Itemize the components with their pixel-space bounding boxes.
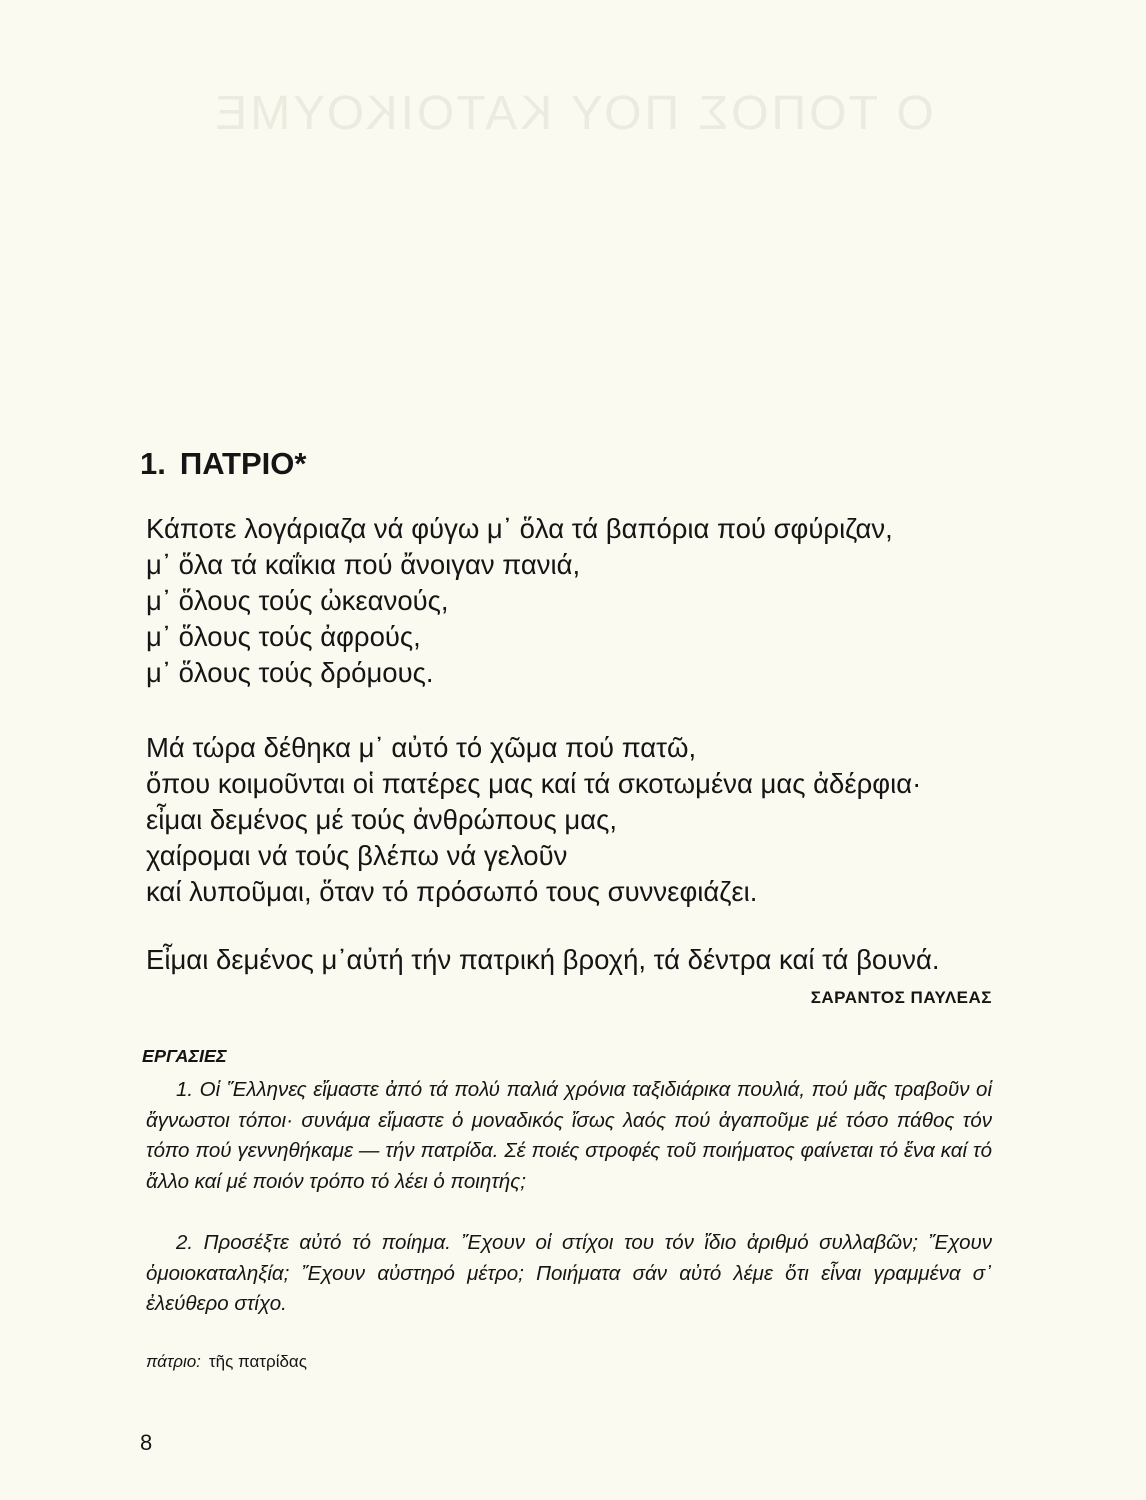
poem-author: ΣΑΡΑΝΤΟΣ ΠΑΥΛΕΑΣ xyxy=(810,988,992,1007)
poem-line: Εἶμαι δεμένος μ᾽αὐτή τήν πατρική βροχή, τά δέντρα καί τά βουνά. xyxy=(146,944,940,975)
poem-line: Κάποτε λογάριαζα νά φύγω μ᾽ ὅλα τά βαπόρια πού σφύριζαν, xyxy=(146,513,893,544)
poem-stanza-1 xyxy=(146,511,893,691)
bleed-through-heading: Ο ΤΟΠΟΣ ΠΟΥ ΚΑΤΟΙΚΟΥΜΕ xyxy=(212,87,934,140)
poem-stanza-2 xyxy=(146,730,921,910)
tasks-heading: ΕΡΓΑΣΙΕΣ xyxy=(142,1046,227,1066)
poem-line: μ᾽ ὅλους τούς ὠκεανούς, xyxy=(146,585,449,616)
glossary-term: πάτριο: xyxy=(146,1352,201,1371)
poem-line: εἶμαι δεμένος μέ τούς ἀνθρώπους μας, xyxy=(146,804,618,835)
task-item-1: 1. Οἱ Ἕλληνες εἴμαστε ἀπό τά πολύ παλιά χρόνια ταξιδιάρικα πουλιά, πού μᾶς τραβοῦν οἱ ἄγνωστοι τόποι· συνάμα εἴμαστε ὁ μοναδικός ἴσως λαός πού ἀγαποῦμε μέ τόσο πάθος τόν τόπο πού γεννηθήκαμε — τήν πατρίδα. Σέ ποιές στροφές τοῦ ποιήματος φαίνεται τό ἕνα καί τό ἄλλο καί μέ ποιόν τρόπο τό λέει ὁ ποιητής; xyxy=(146,1078,992,1193)
poem-line: ὅπου κοιμοῦνται οἱ πατέρες μας καί τά σκοτωμένα μας ἀδέρφια· xyxy=(146,768,922,799)
poem-stanza-3 xyxy=(146,942,940,978)
page-number: 8 xyxy=(140,1430,153,1455)
poem-title xyxy=(140,446,306,482)
poem-line: Μά τώρα δέθηκα μ᾽ αὐτό τό χῶμα πού πατῶ, xyxy=(146,732,697,763)
task-item-2: 2. Προσέξτε αὐτό τό ποίημα. Ἔχουν οἱ στίχοι του τόν ἴδιο ἀριθμό συλλαβῶν; Ἔχουν ὁμοιοκαταληξία; Ἔχουν αὐστηρό μέτρο; Ποιήματα σάν αὐτό λέμε ὅτι εἶναι γραμμένα σ᾽ ἐλεύθερο στίχο. xyxy=(146,1231,992,1315)
poem-line: χαίρομαι νά τούς βλέπω νά γελοῦν xyxy=(146,840,568,871)
poem-line: μ᾽ ὅλα τά καΐκια πού ἄνοιγαν πανιά, xyxy=(146,549,581,580)
poem-line: μ᾽ ὅλους τούς δρόμους. xyxy=(146,657,434,688)
poem-line: μ᾽ ὅλους τούς ἀφρούς, xyxy=(146,621,421,652)
glossary-definition: τῆς πατρίδας xyxy=(208,1352,307,1371)
poem-line: καί λυποῦμαι, ὅταν τό πρόσωπό τους συννεφιάζει. xyxy=(146,876,758,907)
poem-number: 1. xyxy=(140,446,166,481)
poem-title-text: ΠΑΤΡΙΟ* xyxy=(179,446,307,481)
glossary-note xyxy=(146,1352,307,1372)
